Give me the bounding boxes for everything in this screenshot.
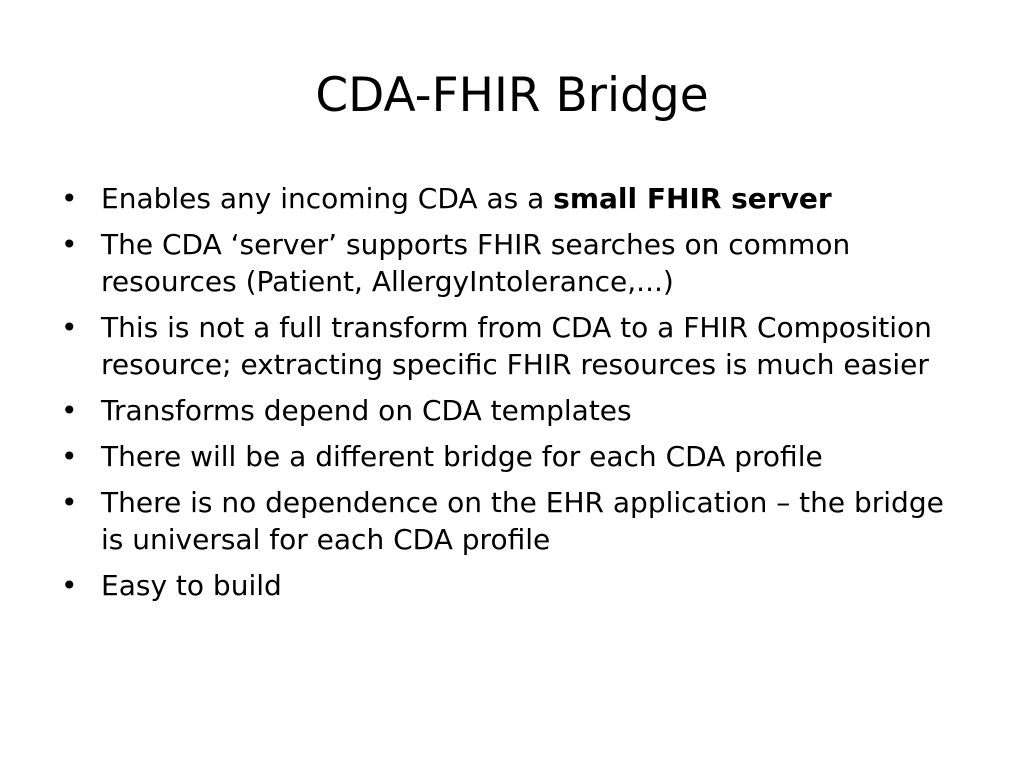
- bullet-icon: •: [61, 569, 78, 602]
- bullet-text: Transforms depend on CDA templates: [101, 394, 632, 427]
- bullet-text: Easy to build: [101, 569, 282, 602]
- bullet-text: Enables any incoming CDA as a: [101, 182, 554, 215]
- bullet-text: There will be a different bridge for each CDA profile: [101, 440, 823, 473]
- bullet-list: [60, 180, 960, 613]
- slide-title: CDA-FHIR Bridge: [315, 68, 709, 123]
- bullet-item: [60, 392, 960, 429]
- bullet-item: [60, 226, 960, 300]
- bullet-item: [60, 180, 960, 217]
- bullet-icon: •: [61, 486, 78, 519]
- bullet-item: [60, 484, 960, 558]
- bullet-icon: •: [61, 182, 78, 215]
- bullet-text: This is not a full transform from CDA to a FHIR Composition resource; extracting specific FHIR resources is much easier: [101, 311, 932, 381]
- bullet-item: [60, 567, 960, 604]
- bullet-text: There is no dependence on the EHR application – the bridge is universal for each CDA profile: [101, 486, 944, 556]
- bullet-icon: •: [61, 440, 78, 473]
- bullet-icon: •: [61, 228, 78, 261]
- bullet-text: The CDA ‘server’ supports FHIR searches on common resources (Patient, AllergyIntolerance,...): [101, 228, 851, 298]
- bullet-bold-text: small FHIR server: [553, 182, 832, 215]
- bullet-item: [60, 438, 960, 475]
- bullet-icon: •: [61, 394, 78, 427]
- bullet-item: [60, 309, 960, 383]
- bullet-icon: •: [61, 311, 78, 344]
